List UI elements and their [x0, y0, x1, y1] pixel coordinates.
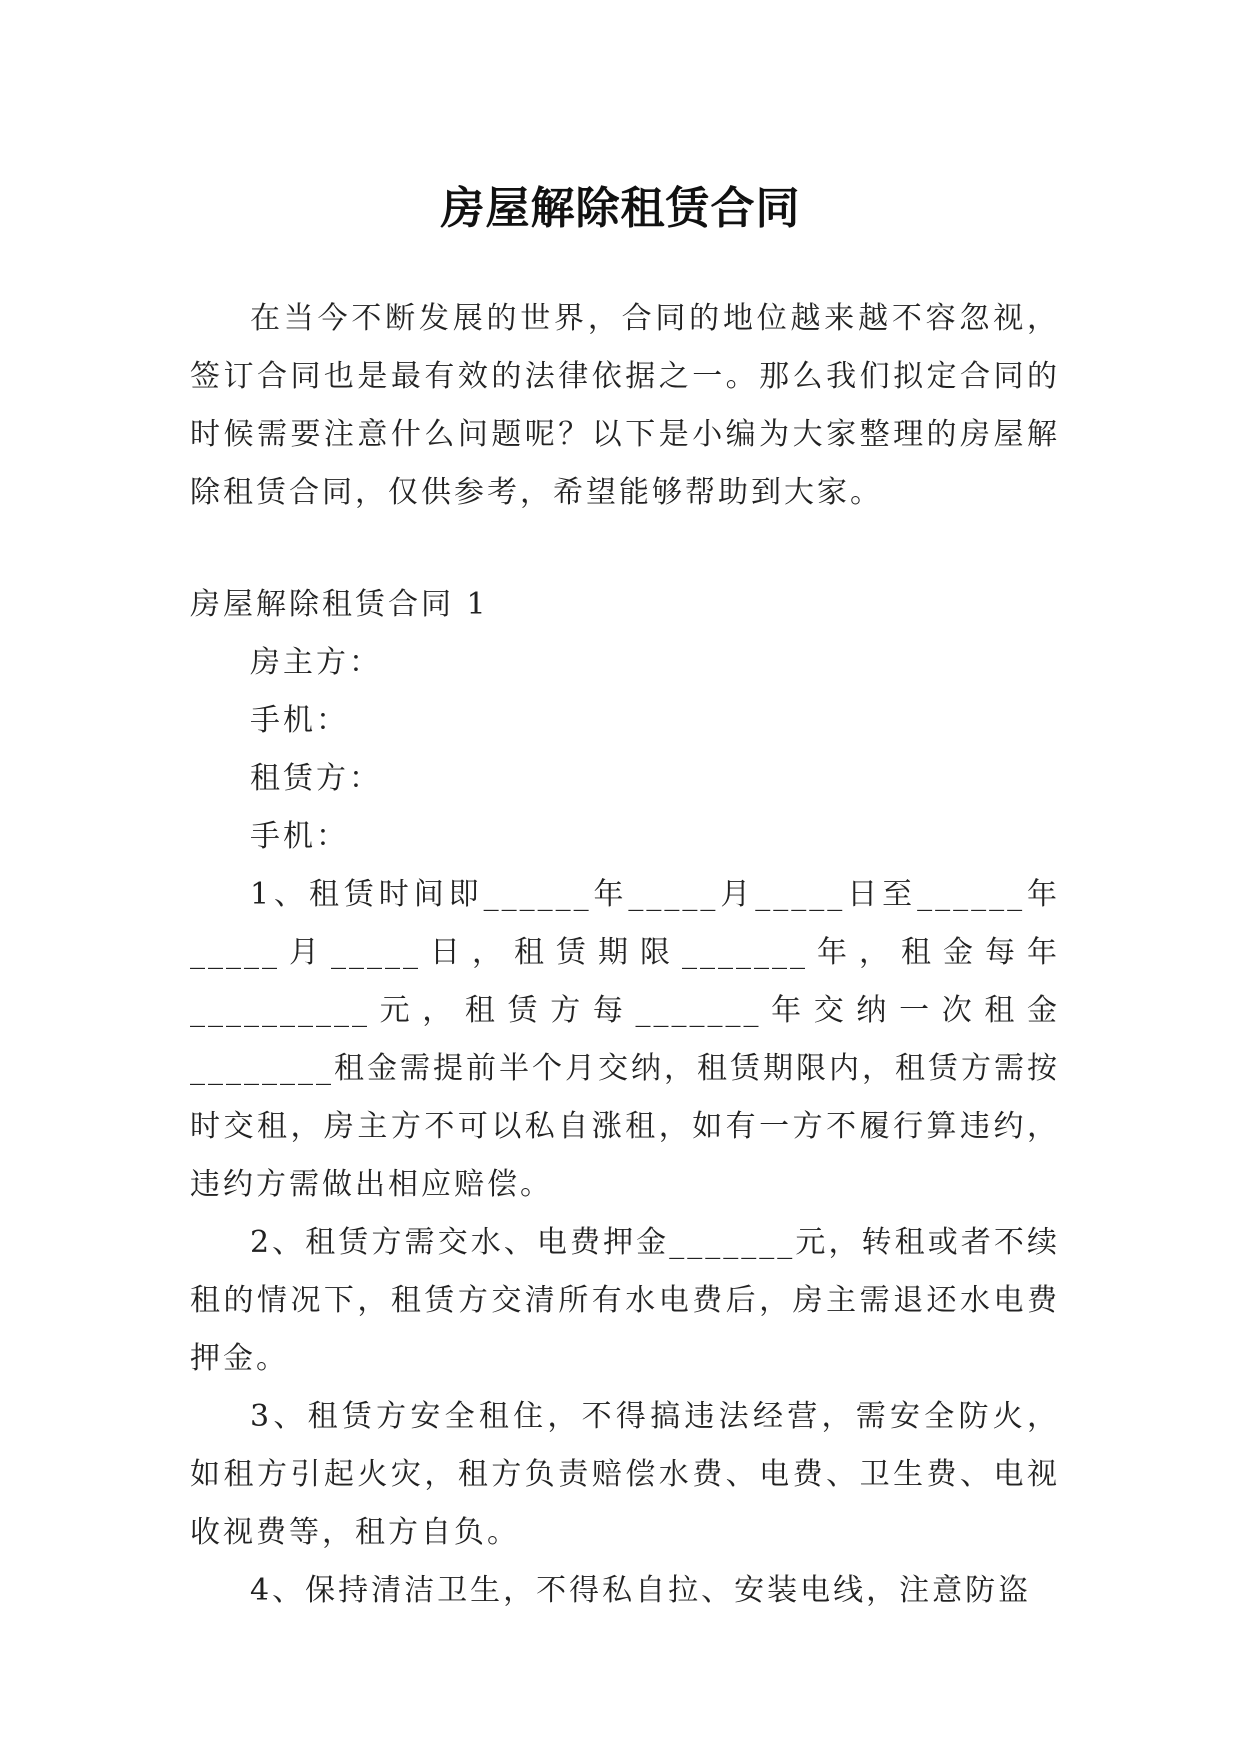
landlord-phone-field: 手机：: [250, 703, 349, 738]
clause-4: 4、保持清洁卫生，不得私自拉、安装电线，注意防盗: [250, 1573, 1032, 1608]
clause-1: 1、租赁时间即______年_____月_____日至______年_____月_____日，租赁期限_______年，租金每年__________元，租赁方每_______年交纳一次租金________租金需提前半个月交纳，租赁期限内，租赁方需按时交租，房主方不可以私自涨租，如有一方不履行算违约，违约方需做出相应赔偿。: [190, 877, 1060, 1202]
clause-3: 3、租赁方安全租住，不得搞违法经营，需安全防火，如租方引起火灾，租方负责赔偿水费、电费、卫生费、电视收视费等，租方自负。: [190, 1399, 1060, 1550]
document-title: 房屋解除租赁合同: [440, 183, 801, 235]
tenant-phone-field: 手机：: [250, 819, 349, 854]
clause-2: 2、租赁方需交水、电费押金_______元，转租或者不续租的情况下，租赁方交清所有水电费后，房主需退还水电费押金。: [190, 1225, 1060, 1376]
intro-paragraph: 在当今不断发展的世界，合同的地位越来越不容忽视，签订合同也是最有效的法律依据之一。那么我们拟定合同的时候需要注意什么问题呢？以下是小编为大家整理的房屋解除租赁合同，仅供参考，希望能够帮助到大家。: [190, 301, 1060, 510]
tenant-field: 租赁方：: [250, 761, 382, 796]
intro-section: [190, 290, 1060, 522]
contract-section-1: [190, 576, 1060, 1620]
section-heading: 房屋解除租赁合同 1: [190, 587, 489, 622]
landlord-field: 房主方：: [250, 645, 382, 680]
